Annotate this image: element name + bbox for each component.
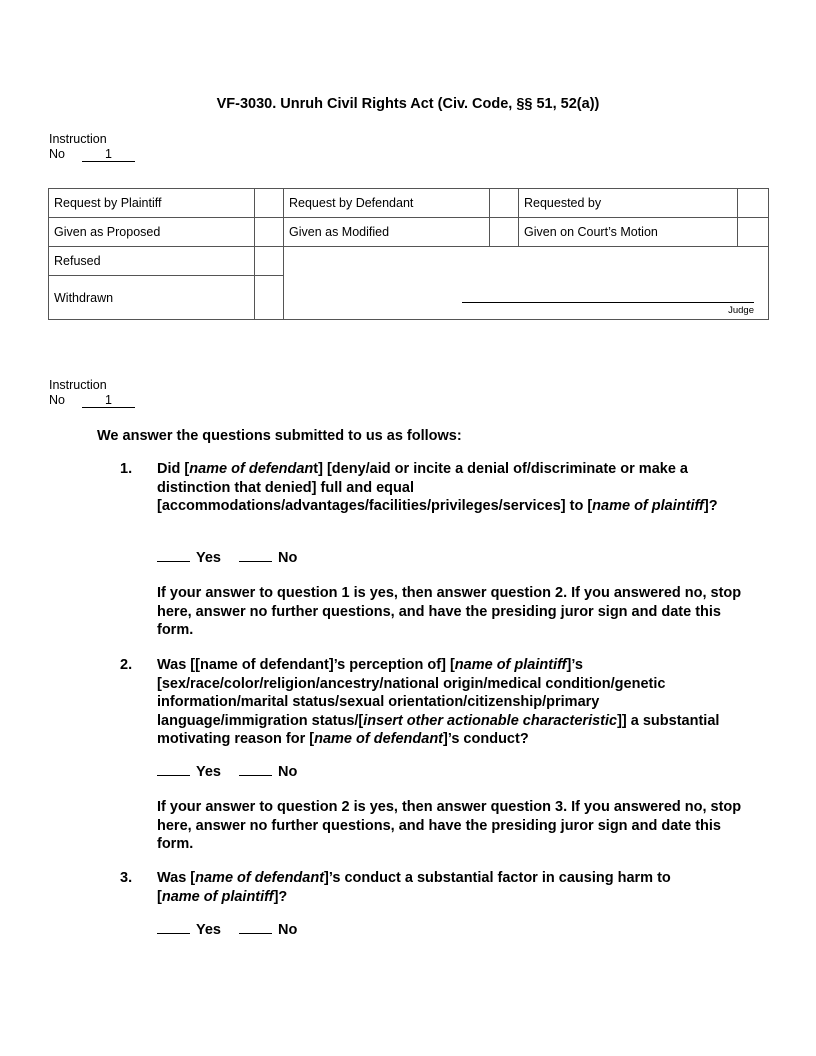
question-text-part: Did [ (157, 461, 190, 477)
lead-text: We answer the questions submitted to us as follows: (97, 428, 462, 444)
question-text-part: ]? (273, 888, 288, 905)
instruction-label: Instruction (49, 378, 107, 392)
question-text-part: ]’s conduct a substantial factor in causing harm to [ (157, 870, 671, 905)
placeholder-text: name of defendant (314, 731, 444, 748)
no-label: No (278, 550, 298, 566)
given-on-courts-motion-label: Given on Court’s Motion (519, 218, 738, 247)
no-blank[interactable] (239, 933, 272, 934)
yes-blank[interactable] (157, 933, 190, 934)
yes-no-answer (157, 922, 297, 938)
instruction-no-label: No (49, 392, 65, 407)
requested-by-checkbox[interactable] (738, 189, 769, 218)
instruction-number-row (49, 147, 135, 162)
request-by-plaintiff-checkbox[interactable] (255, 189, 284, 218)
instruction-number-row (49, 393, 135, 408)
refused-label: Refused (49, 247, 255, 276)
yes-no-answer (157, 550, 297, 566)
no-label: No (278, 922, 298, 938)
no-label: No (278, 764, 298, 780)
placeholder-text: insert other actionable characteristic (363, 712, 618, 729)
no-blank[interactable] (239, 775, 272, 776)
withdrawn-label: Withdrawn (49, 276, 255, 320)
question-text-part: t] [deny/aid or incite a denial of/discriminate or make a distinction that denied] full and equal [accommodations/advantages/facilities/privileges/services] to [ (157, 461, 688, 515)
withdrawn-checkbox[interactable] (255, 276, 284, 320)
judge-label: Judge (728, 305, 754, 316)
request-by-plaintiff-label: Request by Plaintiff (49, 189, 255, 218)
placeholder-text: name of plaintiff (454, 657, 567, 673)
question-text-part: ]? (703, 498, 718, 515)
yes-blank[interactable] (157, 775, 190, 776)
instruction-label: Instruction (49, 132, 107, 146)
instruction-number[interactable]: 1 (82, 148, 135, 162)
question-text-part: Was [ (157, 870, 196, 886)
yes-label: Yes (196, 550, 221, 566)
given-as-proposed-label: Given as Proposed (49, 218, 255, 247)
question-text-part: Was [[name of defendant]’s perception of] [ (157, 657, 455, 673)
placeholder-text: name of plaintiff (161, 888, 274, 905)
no-blank[interactable] (239, 561, 272, 562)
instruction-block (49, 132, 135, 162)
question-number: 3. (120, 870, 133, 886)
given-as-modified-label: Given as Modified (284, 218, 490, 247)
question-text-part: ]] a substantial motivating reason for [ (157, 712, 720, 748)
yes-label: Yes (196, 922, 221, 938)
judge-signature-area[interactable] (284, 247, 769, 320)
request-by-defendant-label: Request by Defendant (284, 189, 490, 218)
placeholder-text: name of defendan (189, 461, 314, 477)
instruction-no-label: No (49, 146, 65, 161)
followup-text: If your answer to question 2 is yes, then answer question 3. If you answered no, stop here, answer no further questions, and have the presiding juror sign and date this form. (157, 799, 742, 853)
question-text (157, 656, 732, 749)
question-text (157, 869, 717, 906)
placeholder-text: name of plaintiff (592, 498, 704, 515)
question-text-part: ]’s [sex/race/color/religion/ancestry/national origin/medical condition/genetic information/marital status/sexual orientation/citizenship/primary language/immigration status/[ (157, 657, 666, 729)
form-title: VF-3030. Unruh Civil Rights Act (Civ. Code, §§ 51, 52(a)) (216, 96, 600, 112)
judge-signature-line (462, 302, 754, 303)
yes-no-answer (157, 764, 297, 780)
followup-text: If your answer to question 1 is yes, then answer question 2. If you answered no, stop here, answer no further questions, and have the presiding juror sign and date this form. (157, 585, 742, 639)
requested-by-label: Requested by (519, 189, 738, 218)
given-as-modified-checkbox[interactable] (490, 218, 519, 247)
question-number: 2. (120, 657, 133, 673)
placeholder-text: name of defendant (195, 870, 325, 886)
instruction-block (49, 378, 135, 408)
given-on-courts-motion-checkbox[interactable] (738, 218, 769, 247)
question-number: 1. (120, 461, 133, 477)
refused-checkbox[interactable] (255, 247, 284, 276)
request-by-defendant-checkbox[interactable] (490, 189, 519, 218)
given-as-proposed-checkbox[interactable] (255, 218, 284, 247)
request-table (48, 188, 769, 320)
question-text-part: ]’s conduct? (443, 731, 529, 748)
instruction-number[interactable]: 1 (82, 394, 135, 408)
question-text (157, 460, 747, 516)
yes-blank[interactable] (157, 561, 190, 562)
yes-label: Yes (196, 764, 221, 780)
